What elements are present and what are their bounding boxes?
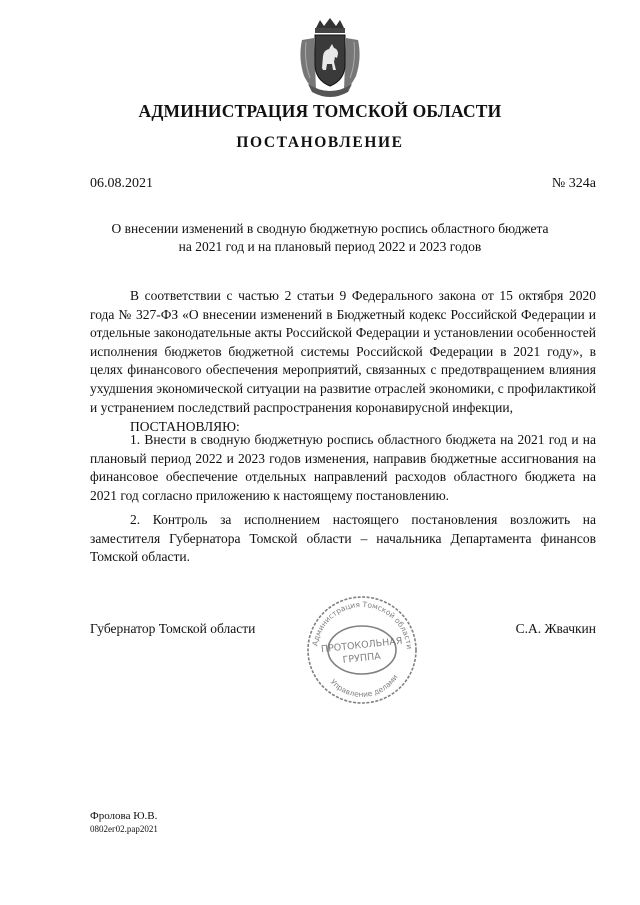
svg-text:ПРОТОКОЛЬНАЯ: ПРОТОКОЛЬНАЯ (320, 635, 403, 656)
svg-text:Управление делами: Управление делами (328, 672, 400, 699)
file-code: 0802ег02.рар2021 (90, 824, 158, 834)
signatory-position: Губернатор Томской области (90, 621, 256, 636)
document-subject: О внесении изменений в сводную бюджетную роспись областного бюджета на 2021 год и на плановый период 2022 и 2023 годов (111, 221, 549, 254)
preamble-paragraph: В соответствии с частью 2 статьи 9 Федерального закона от 15 октября 2020 года № 327-ФЗ «О внесении изменений в Бюджетный кодекс Российской Федерации и отдельные законодательные акты Российской Федерации и установлении особенностей исполнения бюджетов бюджетной системы Российской Федерации в 2021 году», в целях финансового обеспечения мероприятий, связанных с предотвращением влияния ухудшения экономической ситуации на развитие отраслей экономики, с профилактикой и устранением последствий распространения коронавирусной инфекции, (90, 288, 596, 415)
document-number: № 324а (551, 176, 596, 191)
document-date: 06.08.2021 (90, 176, 153, 191)
item-1-paragraph: 1. Внести в сводную бюджетную роспись областного бюджета на 2021 год и на плановый период 2022 и 2023 годов изменения, направив бюджетные ассигнования на финансовое обеспечение отдельных направлений расходов областного бюджета на 2021 год согласно приложению к настоящему постановлению. (90, 432, 596, 503)
coat-of-arms-icon (296, 18, 364, 98)
signatory-name: С.А. Жвачкин (515, 621, 596, 636)
document-type: ПОСТАНОВЛЕНИЕ (236, 134, 404, 151)
resolve-heading: ПОСТАНОВЛЯЮ: (130, 419, 240, 434)
organization-title: АДМИНИСТРАЦИЯ ТОМСКОЙ ОБЛАСТИ (138, 101, 502, 121)
svg-text:Администрация Томской области: Администрация Томской области (310, 599, 414, 650)
official-stamp (297, 590, 427, 710)
item-2-paragraph: 2. Контроль за исполнением настоящего постановления возложить на заместителя Губернатора Томской области – начальника Департамента финансов Томской области. (90, 512, 596, 565)
svg-text:ГРУППА: ГРУППА (342, 651, 382, 666)
executor-name: Фролова Ю.В. (90, 810, 158, 822)
